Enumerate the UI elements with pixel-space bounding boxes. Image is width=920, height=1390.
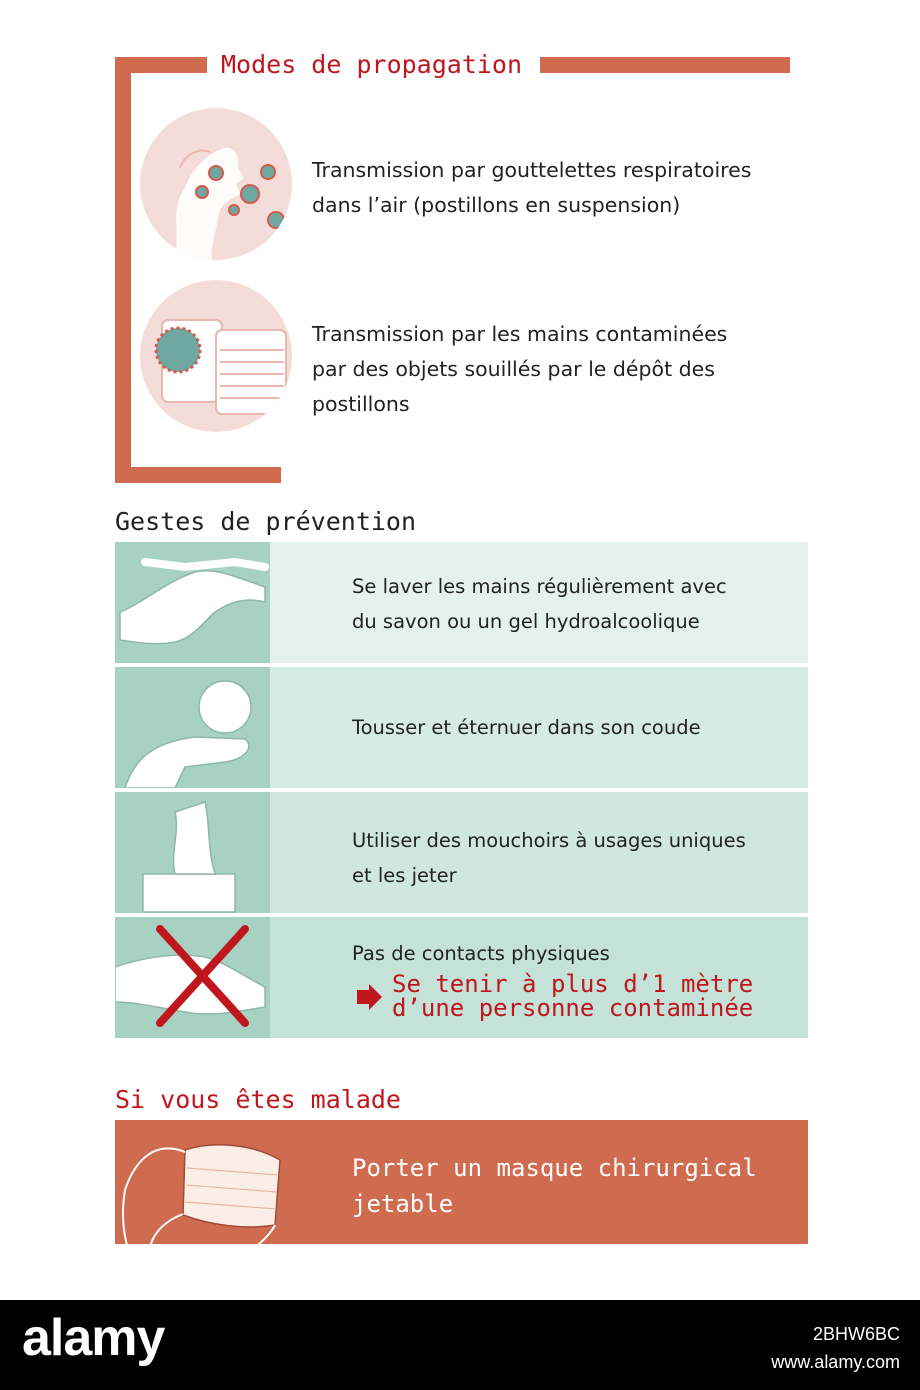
propagation-item-1-line-1: Transmission par gouttelettes respiratoires	[312, 158, 752, 182]
section-frame-top-right	[540, 57, 790, 73]
surgical-mask-icon	[115, 1130, 305, 1280]
arrow-right-icon	[355, 983, 383, 1011]
image-id: 2BHW6BC	[812, 1324, 900, 1344]
section-frame-top-left	[115, 57, 207, 73]
no-handshake-icon	[115, 917, 270, 1038]
prevention-highlight-line-2: d’une personne contaminée	[392, 994, 754, 1022]
sick-line-2: jetable	[352, 1190, 454, 1218]
propagation-title: Modes de propagation	[221, 50, 523, 79]
alamy-logo: alamy	[22, 1309, 165, 1367]
propagation-item-2-line-3: postillons	[312, 392, 410, 416]
footer-url[interactable]: www.alamy.com	[771, 1352, 900, 1372]
prevention-row	[115, 917, 808, 1038]
prevention-row-1-line-2: du savon ou un gel hydroalcoolique	[352, 610, 700, 633]
prevention-highlight-line-1: Se tenir à plus d’1 mètre	[392, 970, 754, 998]
droplet-cough-icon	[140, 108, 292, 260]
contaminated-objects-icon	[140, 280, 292, 432]
propagation-item-1-line-2: dans l’air (postillons en suspension)	[312, 193, 681, 217]
propagation-item-2-line-1: Transmission par les mains contaminées	[312, 322, 728, 346]
prevention-row	[115, 667, 808, 788]
hand-washing-icon	[115, 542, 270, 663]
prevention-title: Gestes de prévention	[115, 507, 417, 536]
prevention-row	[115, 792, 808, 913]
tissue-box-icon	[115, 792, 270, 913]
prevention-row-3-line-1: Utiliser des mouchoirs à usages uniques	[352, 829, 746, 852]
prevention-row-3-line-2: et les jeter	[352, 864, 457, 887]
propagation-item-2-line-2: par des objets souillés par le dépôt des	[312, 357, 715, 381]
sick-title: Si vous êtes malade	[115, 1085, 401, 1114]
prevention-row-1-line-1: Se laver les mains régulièrement avec	[352, 575, 727, 598]
prevention-row-2-line-1: Tousser et éternuer dans son coude	[352, 716, 701, 739]
section-frame-bottom	[115, 467, 281, 483]
prevention-row	[115, 542, 808, 663]
prevention-row-4-line-1: Pas de contacts physiques	[352, 942, 610, 965]
sick-line-1: Porter un masque chirurgical	[352, 1154, 757, 1182]
cough-elbow-icon	[115, 667, 270, 788]
section-frame-left	[115, 57, 131, 483]
